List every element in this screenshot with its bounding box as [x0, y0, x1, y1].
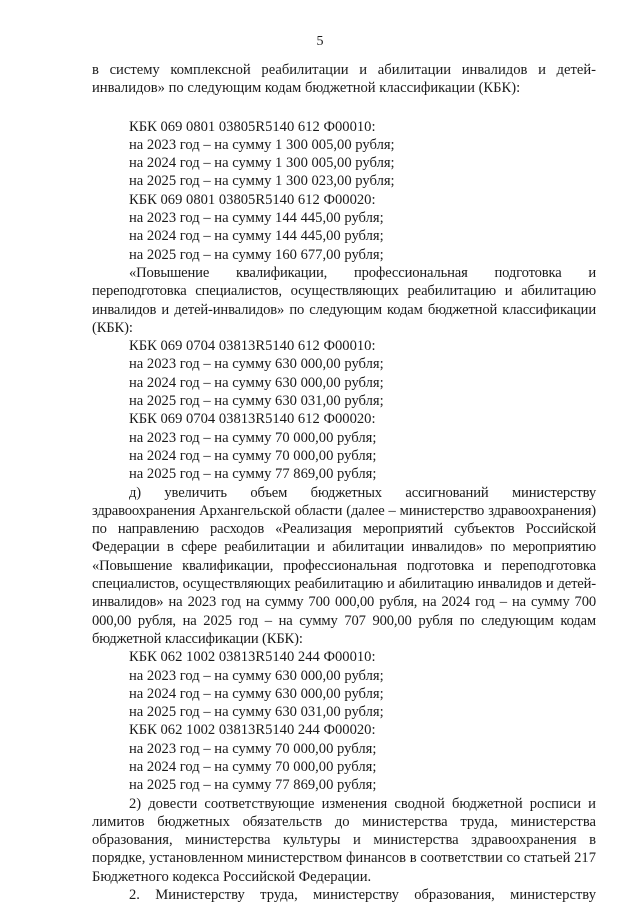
paragraph-2-subitem: 2) довести соответствующие изменения сводной бюджетной росписи и лимитов бюджетных обязательств до министерства труда, министерства образования, министерства культуры и министерства здравоохранения в порядке, установленном министерством финансов в соответствии со статьей 217 Бюджетного кодекса Российской Федерации.: [92, 795, 596, 885]
kbk-block-health: [92, 648, 596, 794]
amount-line: на 2025 год – на сумму 630 031,00 рубля;: [129, 704, 384, 721]
amount-line: на 2024 год – на сумму 630 000,00 рубля;: [129, 685, 384, 702]
paragraph-gap: [92, 98, 596, 118]
amount-line: на 2024 год – на сумму 144 445,00 рубля;: [129, 228, 384, 245]
kbk-code-line: КБК 069 0704 03813R5140 612 Ф00010:: [129, 338, 376, 355]
page-number: 5: [316, 34, 324, 49]
kbk-block-culture: [92, 118, 596, 264]
amount-line: на 2025 год – на сумму 160 677,00 рубля;: [129, 246, 384, 263]
document-body: [92, 61, 596, 904]
kbk-code-line: КБК 069 0704 03813R5140 612 Ф00020:: [129, 411, 376, 428]
amount-line: на 2023 год – на сумму 630 000,00 рубля;: [129, 667, 384, 684]
amount-line: на 2025 год – на сумму 77 869,00 рубля;: [129, 777, 377, 794]
amount-line: на 2025 год – на сумму 77 869,00 рубля;: [129, 466, 377, 483]
amount-line: на 2024 год – на сумму 70 000,00 рубля;: [129, 758, 377, 775]
amount-line: на 2025 год – на сумму 1 300 023,00 рубля;: [129, 173, 395, 190]
amount-line: на 2024 год – на сумму 1 300 005,00 рубля;: [129, 155, 395, 172]
kbk-code-line: КБК 069 0801 03805R5140 612 Ф00010:: [129, 118, 376, 135]
kbk-code-line: КБК 062 1002 03813R5140 244 Ф00020:: [129, 722, 376, 739]
kbk-block-education: [92, 337, 596, 483]
amount-line: на 2023 год – на сумму 144 445,00 рубля;: [129, 210, 384, 227]
amount-line: на 2024 год – на сумму 630 000,00 рубля;: [129, 374, 384, 391]
amount-line: на 2024 год – на сумму 70 000,00 рубля;: [129, 447, 377, 464]
amount-line: на 2025 год – на сумму 630 031,00 рубля;: [129, 393, 384, 410]
paragraph-d: д) увеличить объем бюджетных ассигнований министерству здравоохранения Архангельской области (далее – министерство здравоохранения) по направлению расходов «Реализация мероприятий субъектов Российской Федерации в сфере реабилитации и абилитации инвалидов» по мероприятию «Повышение квалификации, профессиональная подготовка и переподготовка специалистов, осуществляющих реабилитацию и абилитацию инвалидов и детей-инвалидов» на 2023 год на сумму 700 000,00 рубля, на 2024 год – на сумму 700 000,00 рубля, на 2025 год – на сумму 707 900,00 рубля по следующим кодам бюджетной классификации (КБК):: [92, 484, 596, 647]
paragraph-2-main: 2. Министерству труда, министерству образования, министерству: [129, 887, 596, 904]
amount-line: на 2023 год – на сумму 1 300 005,00 рубля;: [129, 136, 395, 153]
intro-paragraph: в систему комплексной реабилитации и абилитации инвалидов и детей-инвалидов» по следующим кодам бюджетной классификации (КБК):: [92, 62, 596, 97]
amount-line: на 2023 год – на сумму 70 000,00 рубля;: [129, 429, 377, 446]
kbk-code-line: КБК 069 0801 03805R5140 612 Ф00020:: [129, 191, 376, 208]
amount-line: на 2023 год – на сумму 70 000,00 рубля;: [129, 740, 377, 757]
training-paragraph: «Повышение квалификации, профессиональная подготовка и переподготовка специалистов, осуществляющих реабилитацию и абилитацию инвалидов и детей-инвалидов» по следующим кодам бюджетной классификации (КБК):: [92, 264, 596, 336]
amount-line: на 2023 год – на сумму 630 000,00 рубля;: [129, 356, 384, 373]
kbk-code-line: КБК 062 1002 03813R5140 244 Ф00010:: [129, 649, 376, 666]
